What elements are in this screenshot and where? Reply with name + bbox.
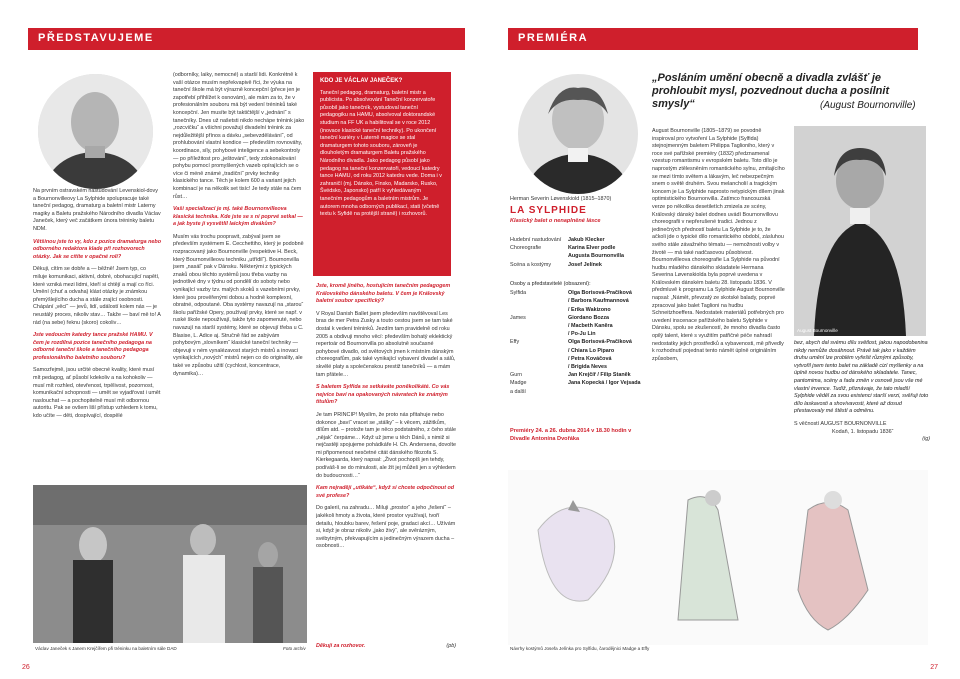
cast-person: / Brigida Neves [568, 364, 607, 371]
cast-person: / Po-Ju Lin [568, 331, 596, 338]
thanks-signature: (pb) [446, 643, 456, 649]
question-3: Vaši specializací je mj. také Bournonvilleova klasická technika. Kde jste se s ní poprvé setkal — a jak byste ji vysvětlil laickým divákům? [173, 206, 303, 228]
question-1: Většinou jste to vy, kdo z pozice dramaturga nebo odborného redaktora klade při rozhovorech otázky. Jak se cítíte v opačné roli? [33, 238, 161, 260]
credit-person: Jakub Klecker [568, 237, 605, 243]
question-5: S baletem Sylfida se setkáváte poněkolikáté. Co vás nejvíce baví na opakovaných návratech ke známým titulům? [316, 384, 450, 406]
cast-person: Olga Borisová-Pračiková [568, 290, 632, 297]
cast-person: Jan Krejčíř / Filip Staněk [568, 372, 631, 379]
bournonville-bio-col1 [652, 128, 785, 468]
cast-person: / Petra Kováčová [568, 355, 612, 362]
bio-signature-1: S věčností AUGUST BOURNONVILLE [794, 420, 887, 427]
bournonville-bio-col2 [794, 340, 930, 470]
photo-caption: Václav Janeček s Janem Krejčířem při tréninku na baletním sále DAD [35, 646, 177, 651]
janecek-portrait [38, 74, 153, 189]
quote-author: (August Bournonville) [820, 100, 916, 111]
bournonville-full-portrait [794, 126, 926, 336]
bio-box [313, 72, 451, 276]
cast-person: Jana Kopecká / Igor Vejsada [568, 380, 641, 387]
bio-text: August Bournonville (1805–1879) se povodně inspiroval pro vytvoření La Sylphide (Sylfida) stejnojmenným baletem Philippa Taglioniho, který v roce své pařížské premiéry (1832) předznamenal vzestup romantismu v evropském baletu. Toto dílo je naprostým ztělesněním romantického sylnu, zmítajícího se mezi tímto světem a lákavým, leč nebezpečným snem o světě druhém. Svou melancholií a tragickým koncem je La Sylphide naprosto netypickým dílem jinak optimistického Bournonvilla. Zatímco francouzská verze po několika desetiletích zmizela ze scény, Královský dánský balet dodnes uvádí Bournonvillovu choreografii v nepřerušené tradici. Jednou z jedinečných předností baletu La Sylphide je to, že ačkoli jde o typické dílo romantického období, zásluhou svého stále závažného tématu — nemožnosti volby v životě — má také nadčasovou působivost. Bournonvilleova choreografie La Sylphide na původní hudbu mladého dánského skladatele Hermana Severina Løvenskiolda byla poprvé uvedena v Královském dánském baletu 28. listopadu 1836. V předmluvě k programu La Sylphide August Bournonville napsal: „Námět, převzatý ze skotské balady, poprvé zpracoval jako balet Taglioni na hudbu Schneitzhoeffera. Nedostatek materiálů potřebných pro uvedení inscenace pařížského baletu Sylphide v Dánsku, spolu se zkušeností, že mnoho divadla často opilý talent, které s využitím patřičné péče nahradí nedostatky jejich prostředků a vybavenosti, mě přivedly k rozhodnutí pojednat tento námět úplně originálním způsobem, [652, 128, 785, 362]
answer-2: Samozřejmě, jsou určité obecné kvality, které musí mít pedagog, ať působí kdekoliv a na kohokoliv — musí mít rozhled, otevřenost, trpělivost, pozornost, komunikační schopnosti — umět se vyjadřovat i umět naslouchat — a pochopitelně musí mít odbornou autoritu. Pak se ovšem liší přístup vzhledem k tomu, kdo učíte — děti, dospívající, dospělé [33, 367, 161, 420]
production-title-block [510, 196, 660, 224]
answer-1: Děkuji, cítím se dobře a — běžně! Jsem typ, co miluje komunikaci, aktivní, dobré, obohacující napětí, které vzniká mezi lidmi, kteří si chtějí a mají co říci. Umění (chuť a odvaha) klást otázky je známkou přemýšlejícího ducha a stále zrající osobnosti. Chápání „věcí“ — jevů, lidí, událostí kolem nás — je neustálý proces, nikoliv stav… Takže — baví mě to! A rád (na sebe) řeknu (skoro) cokoliv… [33, 266, 161, 326]
answer-5: Je tam PRINCIP! Myslím, že proto nás přitahuje nebo dokonce „baví“ vracet se „stálky“ – k věcem, zážitkům, dílům atd. – protože tam je něco podstatného, z čeho stále „nějak“ čerpáme… Když už jsme u těch Dánů, s nimiž si nejčastěji spojujeme pohádkáře H. Ch. Andersena, dovolte mi připomenout nesčetné citát dánského filozofa S. Kierkegaarda, který napsal: „Život pochopíš jen tehdy, podíváš-li se do minulosti, ale žít jej můžeš jen s výhledem do budoucnosti…“ [316, 411, 456, 479]
bio-signature-3: (ig) [922, 436, 930, 443]
bournonville-portrait [518, 74, 638, 194]
cast-intro: Osoby a představitelé (obsazení): [510, 281, 591, 287]
rehearsal-photo [33, 485, 307, 643]
photo-credit: Foto archiv [283, 646, 306, 651]
intro-text: Na prvním ostravském nastudování Levenskiol-dovy a Bournonvilleovy La Sylphide spolupracuje také taneční pedagog, dramaturg a baletní mistr Laterny magiky a Baletu pražského Národního divadla Václav Janeček, který več začátkem února tréninky baletu NDM. [33, 188, 161, 232]
thanks-line [316, 643, 456, 653]
cast-list: Osoby a představitelé (obsazení): Sylfida Olga Borisová-Pračiková / Barbora Kaufmannová / Erika Wakizono James Giordano Bozza / Macbeth Kaněra / Po-Ju Lin Effy Olga Borisová-Pračiková / Chiara Lo Piparo / Petra Kováčová / Brigida Neves Gurn Jan Krejčíř / Filip Staněk Madge Jana Kopecká / Igor Vejsada a další [510, 280, 660, 396]
column-2 [173, 72, 306, 482]
sketch-caption: Návrhy kostýmů Josefa Jelínka pro Sylfidu, čarodějnici Madge a Effy [510, 646, 650, 651]
section-header-left: PŘEDSTAVUJEME [28, 28, 465, 50]
bio-letter: bez, abych dal svému dílu světlost, jakou napodobenina nikdy nemůže dosáhnout. Právě tak jako v každém druhu umění lze problém vyřešit různými způsoby, vytvořil jsem tento balet na základě cizí myšlenky a na úplně novou hudbu od dánského skladatele. Tanec, pantomima, scény a řada změn v osnově jsou vše mé vlastní invence. Tudíž, přiznávaje, že tato mladší Sylphide věděl za svou existenci starší verzi, svěřuji toto dílo laskavosti a shovívavosti, které až dosud přestavovaly mé štěstí a odměnu. [794, 340, 929, 415]
cast-person: / Chiara Lo Piparo [568, 347, 615, 354]
bio-box-title: KDO JE VÁCLAV JANEČEK? [320, 78, 403, 84]
bio-signature-2: Kodaň, 1. listopadu 1836“ [832, 428, 894, 435]
answer-6: Do galerií, na zahradu… Miluji „prostor“ a jeho „řešení“ – jakékoli hmoty a života, které prostor využívají, tvoří detailu, hloubku barev, řešení poje, gradaci akcí… Užívám si, když je obraz nikoliv „jako živý“, ale svěrázným, svébytným, překvapujícím a jedinečným výrazem ducha – osobnosti… [316, 505, 456, 550]
question-6: Kam nejraději „utíkáte“, když si chcete odpočinout od své profese? [316, 485, 455, 499]
section-header-right: PREMIÉRA [508, 28, 918, 50]
page-number-left: 26 [22, 664, 30, 671]
costume-sketches [508, 470, 928, 645]
question-2: Jste vedoucím katedry tance pražské HAMU. V čem je rozdílná pozice tanečního pedagoga na odborné taneční škole a tanečního pedagoga profesionálního baletního souboru? [33, 332, 153, 361]
answer-4: V Royal Danish Ballet jsem především navštěvoval Les bras de mer Petra Zusky a touto cestou jsem se tam také dostal k vedení tréninků. Jezdím tam pravidelně od roku 2005 a obdivuji mnoho věcí: především bohatý eklektický repertoár od Bournonvilla po absolutně současné pohybové divadlo, od světových jmen k místním dánským choreografům, pak také vynikající vybavení divadel a sálů, skvělé platy a společenskou prestiž tanečníků — a mám tam přátele… [316, 310, 456, 378]
cast-person: Giordano Bozza [568, 314, 610, 321]
credits-list: Hudební nastudování Jakub Klecker Choreografie Karina Elver podle Augusta Bournonvilla Scéna a kostýmy Josef Jelínek [510, 237, 625, 268]
column-3 [316, 283, 456, 653]
production-title: LA SYLPHIDE [510, 205, 587, 216]
composer-line: Herman Severin Løvenskiold (1815–1870) [510, 196, 612, 202]
right-page [480, 0, 960, 679]
bournonville-quote: „Posláním umění obecně a divadla zvlášť je prohloubit mysl, pozvednout ducha a posílnit smysly“ [652, 72, 890, 110]
answer-2-continued: (odborníky, laiky, nemocné) a starší lidi. Konkrétně k vaší otázce musím nepřekvapivě říci, že výuka na taneční škole má být výrazně koncepční (přece jen je zapotřebí přihlížet k osnovám), ale mám za to, že v profesionálním souboru má být vedení tréninků také koncepční. Jen musíte být taktičtější v „jednání“ s tanečníky. Dnes už našetsti nikdo nechápe trénink jako „rozcvičku“ a všichni považují divadelní trénink za nejdůležitější přínos a dávku „sebevzdělávání“, od prohlubování vlastní kondice — především rovnováhy, koordinace, síly, pohybové inteligence a sebekontroly — po příležitost pro „ještování“, tedy zdokonalování pohybu pomocí promyšlených vazeb opírajících se o více či méně známé „tradiční“ prvky techniky klasického tance. Těch je kolem 600 a variant jejich kombinací je na několik set tisíc! Je tedy stále na čem růst… [173, 72, 305, 200]
answer-3: Musím vás trochu poopravit, zabýval jsem se především systémem E. Cecchettiho, který je podobně rozpracovaný jako Bournonville (respektive H. Beck, který Bournonvilleovu techniku „utřídil“). Bournonvilla jsem „nasál“ pak v Dánsku. Některými z typických znaků obou těchto systémů jsou třeba vazby na jednotlivé dny v týdnu od pondělí do soboty nebo vynikající vazby tzv. malých skoků s vazebními prvky, které jsou prověřenými dobou a hodně komplexní, obratné, odpoutané. Oba systémy navazují na „starou“ školu pařížské Opery, používají prvky, které se např. v ruské škole nepoužívají, takže tyto zapomenuté, nebo navazují na starší systémy, které se objevují třeba u C. Blasise, L. Adice aj. Stručně řád se zabývám pohybovým „slovníkem“ klasické taneční techniky — objevuji v ném vynalézavost starých mistrů a inovaci vynikajících „nových“ mistrů nejen co do originality, ale také ve způsobu užití (cychlost, koncentrace, dynamika)… [173, 233, 304, 377]
credit-person: Josef Jelínek [568, 261, 602, 268]
cast-person: / Macbeth Kaněra [568, 323, 613, 330]
cast-person: / Barbora Kaufmannová [568, 298, 629, 305]
cast-person: Olga Borisová-Pračiková [568, 339, 632, 346]
portrait-caption: August Bournonville [797, 328, 838, 333]
bio-box-text: Taneční pedagog, dramaturg, baletní mistr a publicista. Po absolvování Taneční konzervatoře působil jako tanečník, vystudoval taneční pedagogiku na HAMU, absolvoval doktorandské studium na FF UK a habilitoval se v roce 2012 (inovace klasické taneční techniky). Po ukončení taneční kariéry v Laterně magice se stal dramaturgem tohoto souboru, zároveň je dlouholetým dramaturgem Baletu pražského Národního divadla. Jako pedagog působí jako pedagog na taneční konzervatoři, vedoucí katedry tance HAMU, od roku 2012 katedru vede. Doma i v zahraničí (mj. Dánsko, Finsko, Madarsko, Rusko, Švédsko, Japonsko) patří k vyhledávaným tanečním pedagogům a baletním mistrům. Je autorem mnoha odborných publikací, stati (včetně textu k Syfidě na protější straně) i rozhovorů. [320, 89, 442, 218]
thanks-text: Děkuji za rozhovor. [316, 643, 366, 649]
page-number-right: 27 [930, 664, 938, 671]
credit-person: Karina Elver podle [568, 245, 616, 252]
cast-person: / Erika Wakizono [568, 306, 611, 313]
credit-person: Augusta Bournonvilla [568, 253, 625, 260]
production-subtitle: Klasický balet o nenaplněné lásce [510, 218, 601, 224]
premiere-dates: Premiéry 24. a 26. dubna 2014 v 18.30 hodin v Divadle Antonína Dvořáka [510, 428, 632, 442]
question-4: Jste, kromě jiného, hostujícím tanečním pedagogem Královského dánského baletu. V čem je Královský baletní soubor specifický? [316, 283, 451, 305]
